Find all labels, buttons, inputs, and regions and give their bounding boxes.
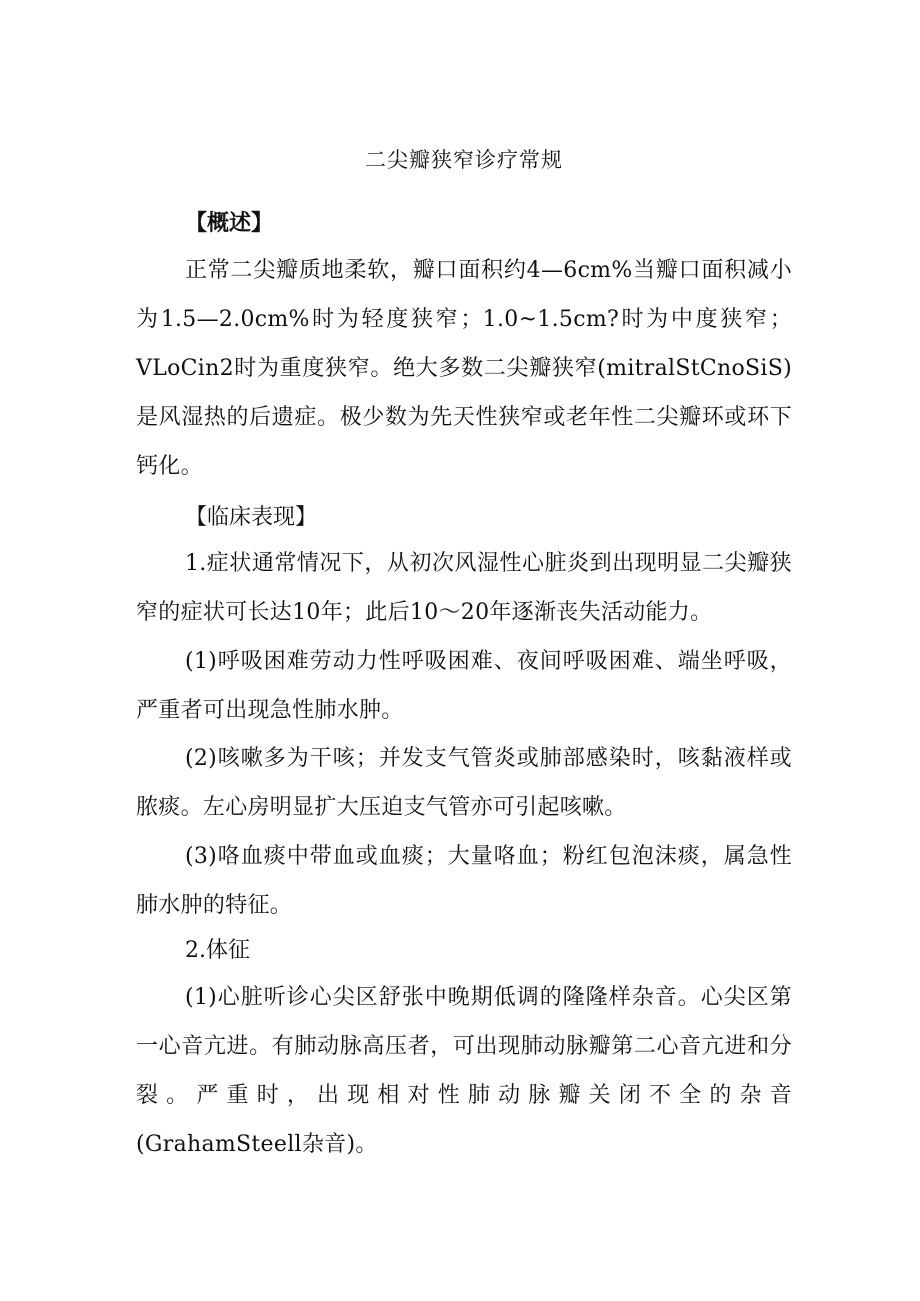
- sign-auscultation-paragraph: (1)心脏听诊心尖区舒张中晚期低调的隆隆样杂音。心尖区第一心音亢进。有肺动脉高压者，可出现肺动脉瓣第二心音亢进和分裂。严重时，出现相对性肺动脉瓣关闭不全的杂音(GrahamSteell杂音)。: [136, 985, 792, 1157]
- symptom-hemoptysis-paragraph: (3)咯血痰中带血或血痰；大量咯血；粉红包泡沫痰，属急性肺水肿的特征。: [136, 844, 792, 918]
- document-title: 二尖瓣狭窄诊疗常规: [365, 148, 563, 172]
- overview-heading: 【概述】: [185, 210, 274, 236]
- symptoms-intro-paragraph: 1.症状通常情况下，从初次风湿性心脏炎到出现明显二尖瓣狭窄的症状可长达10年；此后10～20年逐渐丧失活动能力。: [136, 551, 792, 625]
- symptom-cough-paragraph: (2)咳嗽多为干咳；并发支气管炎或肺部感染时，咳黏液样或脓痰。左心房明显扩大压迫支气管亦可引起咳嗽。: [136, 746, 792, 820]
- clinical-heading: 【临床表现】: [185, 505, 318, 530]
- overview-paragraph: 正常二尖瓣质地柔软，瓣口面积约4—6cm%当瓣口面积减小为1.5—2.0cm%时为轻度狭窄；1.0~1.5cm?时为中度狭窄；VLoCin2时为重度狭窄。绝大多数二尖瓣狭窄(mitralStCnoSiS)是风湿热的后遗症。极少数为先天性狭窄或老年性二尖瓣环或环下钙化。: [136, 258, 792, 479]
- symptom-dyspnea-paragraph: (1)呼吸困难劳动力性呼吸困难、夜间呼吸困难、端坐呼吸，严重者可出现急性肺水肿。: [136, 649, 792, 723]
- signs-heading: 2.体征: [185, 938, 250, 963]
